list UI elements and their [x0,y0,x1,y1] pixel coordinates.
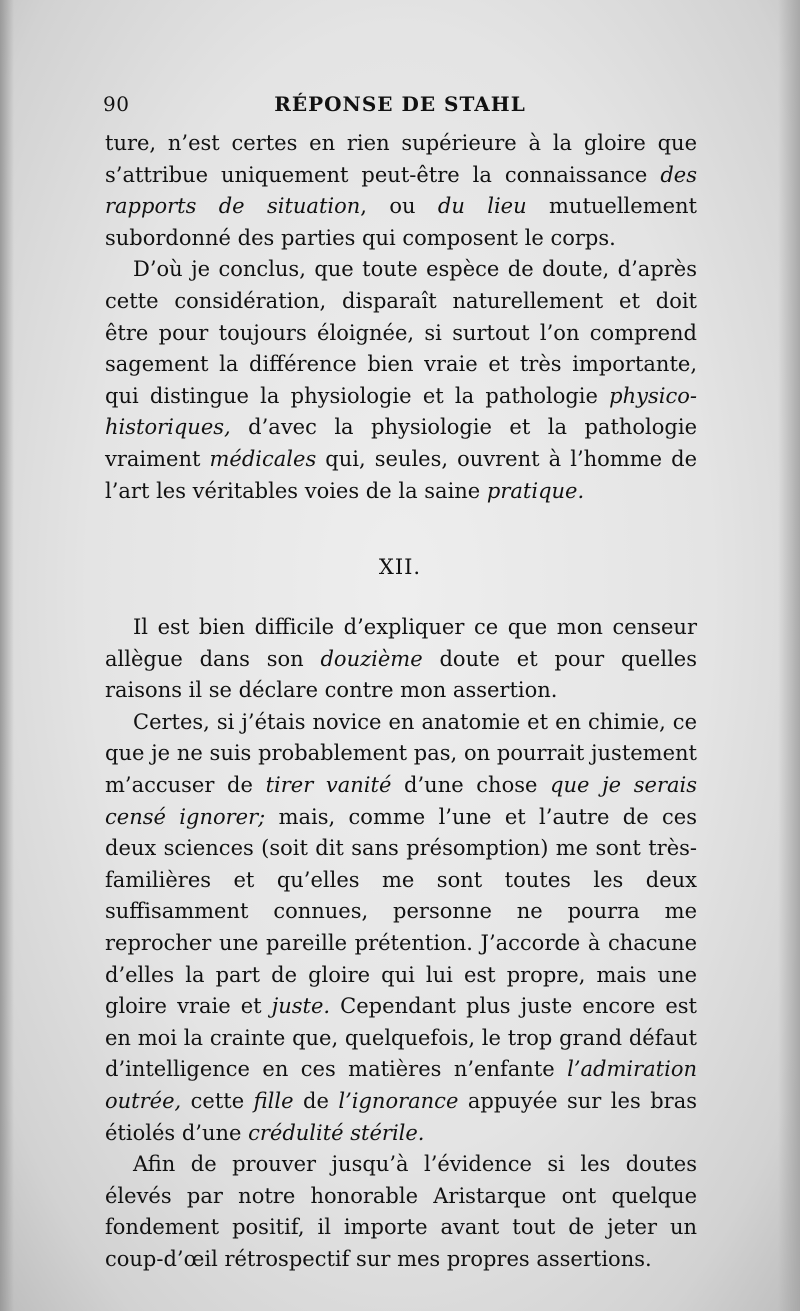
text-run: de [293,1088,339,1113]
italic-text: juste. [271,994,331,1019]
text-run: Il est bien difficile d’expliquer ce que mon censeur allègue dans son [105,615,697,671]
italic-text: physico-historiques, [105,383,697,440]
paragraph [105,707,697,1149]
text-run: cette [181,1088,254,1113]
text-run: Certes, si j’étais novice en anatomie et en chimie, ce que je ne suis probablement pas, on pourrait justement m’accuser de [105,709,697,797]
italic-text: douzième [320,646,423,671]
running-head: RÉPONSE DE STAHL [274,92,526,116]
italic-text: l’admiration outrée, [105,1057,697,1113]
text-run: d’avec la physiologie et la pathologie vraiment [105,415,697,471]
italic-text: crédulité stérile. [248,1120,425,1145]
italic-text: médicales [209,446,317,471]
text-run: qui, seules, ouvrent à l’homme de l’art les véritables voies de la saine [105,446,697,503]
paragraph [105,128,697,254]
text-run: appuyée sur les bras étiolés d’une [105,1088,697,1145]
text-run: D’où je conclus, que toute espèce de doute, d’après cette considération, disparaît naturellement et doit être pour toujours éloignée, si surtout l’on comprend sagement la différence bien vraie et très importante, qui distingue la physiologie et la pathologie [105,257,697,408]
text-block-before-section [105,128,697,507]
page-header [103,92,697,124]
text-run: doute et pour quelles raisons il se déclare contre mon assertion. [105,646,697,703]
italic-text: fille [253,1088,294,1113]
paragraph [105,1149,697,1275]
italic-text: que je serais censé ignorer; [105,772,697,829]
text-run: ture, n’est certes en rien supérieure à la gloire que s’attribue uniquement peut-être la connaissance [105,131,697,187]
page-number: 90 [103,92,130,116]
paragraph [105,254,697,507]
italic-text: pratique. [486,478,585,503]
italic-text: l’ignorance [338,1088,459,1113]
text-block-after-section [105,612,697,1275]
text-run: mais, comme l’une et l’autre de ces deux sciences (soit dit sans présomption) me sont très-familières et qu’elles me sont toutes les deux suffisamment connues, personne ne pourra me reprocher une pareille prétention. J’accorde à chacune d’elles la part de gloire qui lui est propre, mais une gloire vraie et [105,804,697,1019]
text-run: , ou [360,194,438,219]
text-run: mutuellement subordonné des parties qui composent le corps. [105,194,697,250]
italic-text: tirer vanité [265,772,392,797]
paragraph [105,612,697,707]
text-run: Cependant plus juste encore est en moi la crainte que, quelquefois, le trop grand défaut d’intelligence en ces matières n’enfante [105,994,697,1082]
section-heading: XII. [378,555,422,579]
italic-text: des rapports de situation [105,162,697,219]
text-run: Afin de prouver jusqu’à l’évidence si les doutes élevés par notre honorable Aristarque ont quelque fondement positif, il importe avant tout de jeter un coup-d’œil rétrospectif sur mes propres assertions. [105,1152,697,1271]
text-run: d’une chose [391,772,551,797]
italic-text: du lieu [437,194,527,219]
